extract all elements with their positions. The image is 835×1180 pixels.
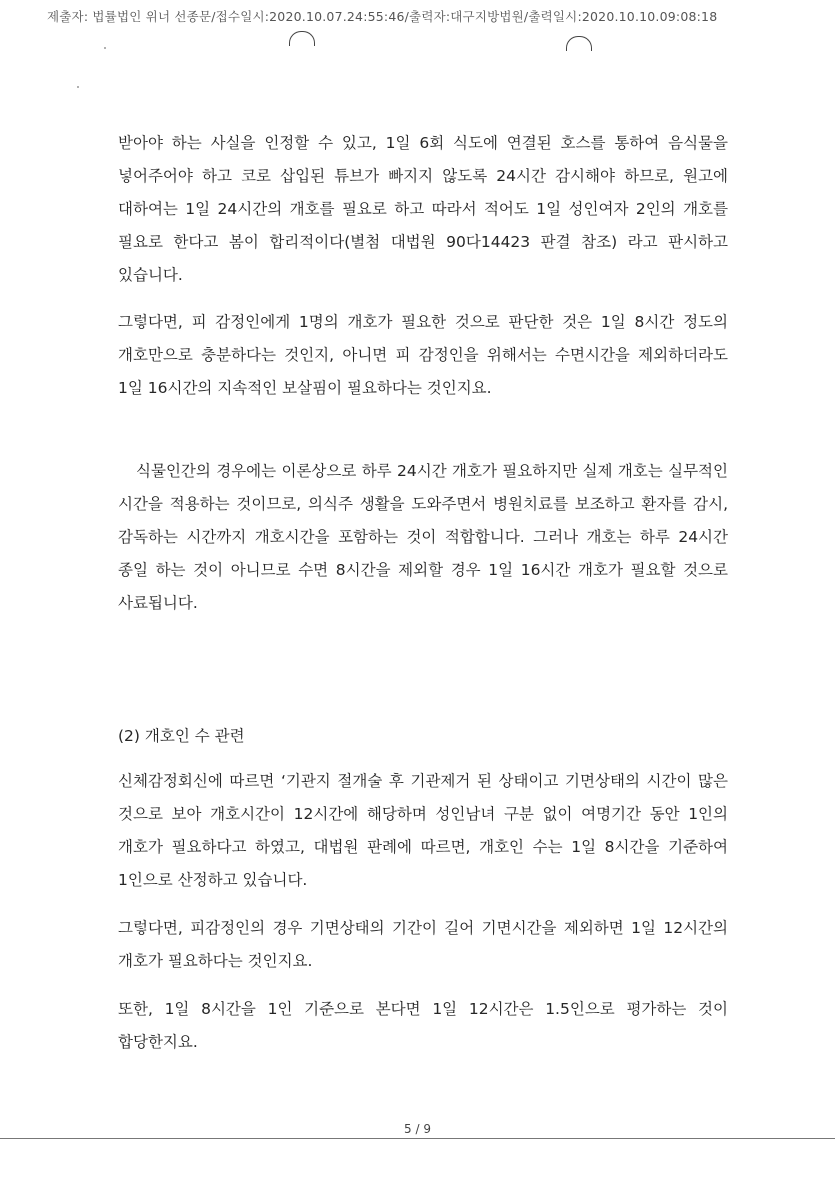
section-heading: (2) 개호인 수 관련 [118, 727, 245, 745]
body-paragraph: 신체감정회신에 따르면 ‘기관지 절개술 후 기관제거 된 상태이고 기면상태의 시간이 많은 것으로 보아 개호시간이 12시간에 해당하며 성인남녀 구분 없이 여명기간 동안 1인의 개호가 필요하다고 하였고, 대법원 판례에 따르면, 개호인 수는 1일 8시간을 기준하여 1인으로 산정하고 있습니다. [118, 772, 728, 889]
body-paragraph: 그렇다면, 피감정인의 경우 기면상태의 기간이 길어 기면시간을 제외하면 1일 12시간의 개호가 필요하다는 것인지요. [118, 919, 728, 970]
footer-divider [0, 1138, 835, 1139]
body-paragraph: 그렇다면, 피 감정인에게 1명의 개호가 필요한 것으로 판단한 것은 1일 8시간 정도의 개호만으로 충분하다는 것인지, 아니면 피 감정인을 위해서는 수면시간을 제외하더라도 1일 16시간의 지속적인 보살핌이 필요하다는 것인지요. [118, 313, 728, 397]
body-paragraph: 또한, 1일 8시간을 1인 기준으로 본다면 1일 12시간은 1.5인으로 평가하는 것이 합당한지요. [118, 1000, 728, 1051]
page-number: 5 / 9 [404, 1122, 431, 1136]
scan-speck [104, 47, 106, 49]
punch-hole-mark [566, 36, 592, 51]
punch-hole-mark [289, 31, 315, 46]
body-paragraph: 식물인간의 경우에는 이론상으로 하루 24시간 개호가 필요하지만 실제 개호는 실무적인 시간을 적용하는 것이므로, 의식주 생활을 도와주면서 병원치료를 보조하고 환자를 감시, 감독하는 시간까지 개호시간을 포함하는 것이 적합합니다. 그러나 개호는 하루 24시간 종일 하는 것이 아니므로 수면 8시간을 제외할 경우 1일 16시간 개호가 필요할 것으로 사료됩니다. [118, 462, 728, 612]
scan-speck [77, 86, 79, 88]
body-paragraph: 받아야 하는 사실을 인정할 수 있고, 1일 6회 식도에 연결된 호스를 통하여 음식물을 넣어주어야 하고 코로 삽입된 튜브가 빠지지 않도록 24시간 감시해야 하므로, 원고에 대하여는 1일 24시간의 개호를 필요로 하고 따라서 적어도 1일 성인여자 2인의 개호를 필요로 한다고 봄이 합리적이다(별첨 대법원 90다14423 판결 참조) 라고 판시하고 있습니다. [118, 134, 728, 284]
submission-header: 제출자: 법률법인 위너 선종문/접수일시:2020.10.07.24:55:46/출력자:대구지방법원/출력일시:2020.10.10.09:08:18 [47, 9, 718, 24]
